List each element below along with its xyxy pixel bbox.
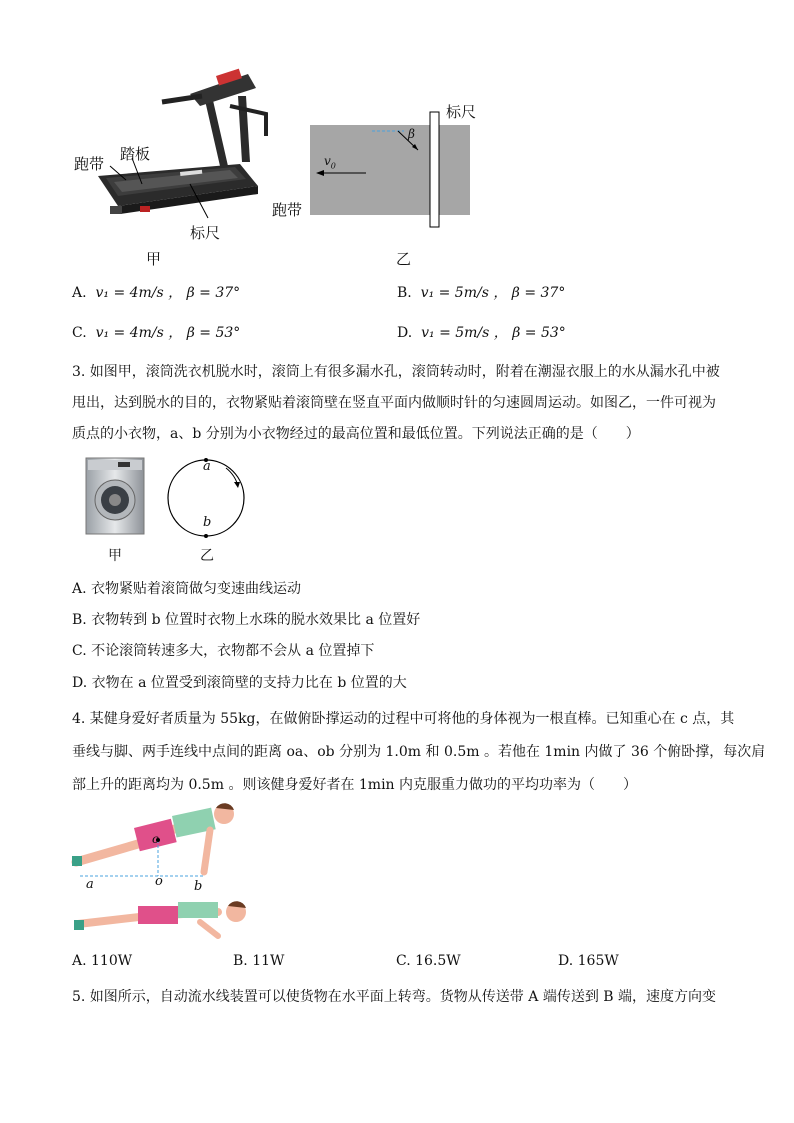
q3-text-line-2: 甩出，达到脱水的目的，衣物紧贴着滚筒壁在竖直平面内做顺时针的匀速圆周运动。如图乙，一件可视为 [72,395,716,411]
q4-text-line-1: 4. 某健身爱好者质量为 55kg，在做俯卧撑运动的过程中可将他的身体视为一根直棒。已知重心在 c 点，其 [72,711,735,727]
q4-option-b[interactable]: B. 11W [233,953,285,969]
pushup-figure [68,800,258,950]
q3-option-d[interactable]: D. 衣物在 a 位置受到滚筒壁的支持力比在 b 位置的大 [72,675,407,691]
label-pedal: 踏板 [120,145,151,163]
washing-machine-svg [84,456,146,536]
point-b-label: b [203,515,212,530]
washing-machine-image [84,456,146,536]
q3-option-b[interactable]: B. 衣物转到 b 位置时衣物上水珠的脱水效果比 a 位置好 [72,612,421,628]
q4-text-line-3: 部上升的距离均为 0.5m 。则该健身爱好者在 1min 内克服重力做功的平均功率为（ ） [72,777,638,793]
label-belt-b: 跑带 [272,201,303,219]
label-belt: 跑带 [74,155,105,173]
angle-label: β [408,127,415,141]
q2-option-a[interactable]: A. v₁ = 4m/s ， β = 37° [72,285,241,301]
figure-caption-yi: 乙 [396,250,412,268]
q3-option-c[interactable]: C. 不论滚筒转速多大，衣物都不会从 a 位置掉下 [72,643,375,659]
q3-option-a[interactable]: A. 衣物紧贴着滚筒做匀变速曲线运动 [72,581,302,597]
ruler-rect [430,112,439,227]
q4-text-line-2: 垂线与脚、两手连线中点间的距离 oa、ob 分别为 1.0m 和 0.5m 。若他在 1min 内做了 36 个俯卧撑，每次肩 [72,744,766,760]
q4-option-c[interactable]: C. 16.5W [396,953,461,969]
q2-option-d[interactable]: D. v₁ = 5m/s ， β = 53° [397,325,566,341]
q3-text-line-3: 质点的小衣物，a、b 分别为小衣物经过的最高位置和最低位置。下列说法正确的是（ ） [72,426,640,442]
q4-option-a[interactable]: A. 110W [72,953,133,969]
pushup-point-a: a [86,877,94,892]
pushup-point-b: b [194,879,203,894]
q3-caption-yi: 乙 [200,548,214,564]
q4-option-d[interactable]: D. 165W [558,953,619,969]
q3-caption-jia: 甲 [108,548,122,564]
label-ruler: 标尺 [190,224,221,242]
label-ruler-b: 标尺 [446,103,477,121]
q5-text-line-1: 5. 如图所示，自动流水线装置可以使货物在水平面上转弯。货物从传送带 A 端传送到 B 端，速度方向变 [72,989,717,1005]
q3-text-line-1: 3. 如图甲，滚筒洗衣机脱水时，滚筒上有很多漏水孔，滚筒转动时，附着在潮湿衣服上的水从漏水孔中被 [72,364,720,380]
pushup-point-c: c [152,832,159,846]
pushup-point-o: o [155,874,163,889]
point-a-label: a [203,459,211,474]
velocity-label: $v_0$ [324,154,336,171]
q2-option-b[interactable]: B. v₁ = 5m/s ， β = 37° [397,285,566,301]
pushup-svg [68,800,258,950]
figure-caption-jia: 甲 [146,250,162,268]
q2-option-c[interactable]: C. v₁ = 4m/s ， β = 53° [72,325,241,341]
